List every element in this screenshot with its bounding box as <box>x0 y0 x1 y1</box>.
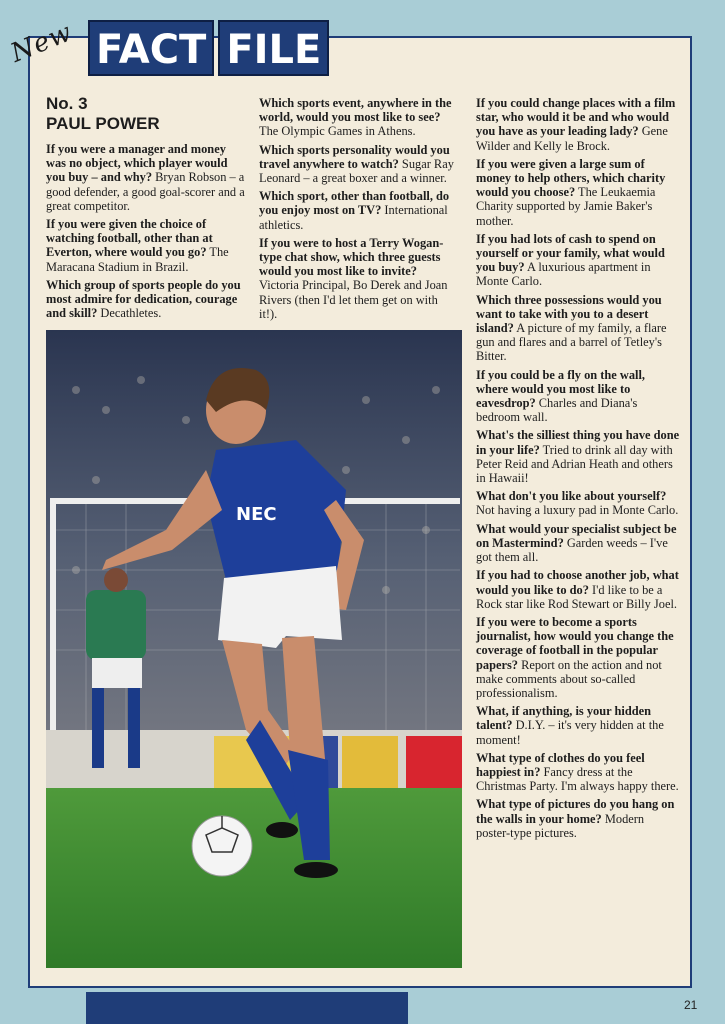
question: If you could be a fly on the wall, where would you most like to eavesdrop? <box>476 367 646 411</box>
answer: I'd like to be a Rock star like Rod Stewart or Billy Joel. <box>476 582 677 611</box>
qa-item <box>259 96 459 139</box>
question: If you were given a large sum of money to help others, which charity would you choose? <box>476 156 666 200</box>
answer: Not having a luxury pad in Monte Carlo. <box>476 503 679 518</box>
qa-item <box>476 232 680 289</box>
qa-item <box>476 751 680 794</box>
question: Which sports personality would you travel anywhere to watch? <box>259 142 450 171</box>
answer: Tried to drink all day with Peter Reid and Adrian Heath and others in Hawaii! <box>476 442 673 486</box>
column-3 <box>476 96 680 844</box>
qa-item <box>259 143 459 186</box>
page-number: 21 <box>684 998 698 1012</box>
answer: Bryan Robson – a good defender, a good goal-scorer and a great competitor. <box>46 170 245 213</box>
qa-item <box>476 704 680 747</box>
player-photo-illustration <box>46 330 462 968</box>
question: If you were given the choice of watching football, other than at Everton, where would you go? <box>46 217 213 260</box>
question: Which sport, other than football, do you enjoy most on TV? <box>259 189 450 218</box>
answer: Modern poster-type pictures. <box>476 811 645 840</box>
fact-file-title <box>88 20 329 76</box>
answer: A picture of my family, a flare gun and flares and a barrel of Tetley's Bitter. <box>476 321 667 364</box>
question: If you had to choose another job, what would you like to do? <box>476 568 679 597</box>
question: If you were a manager and money was no object, which player would you buy – and why? <box>46 142 228 185</box>
qa-item <box>259 189 459 232</box>
answer: Decathletes. <box>97 306 162 321</box>
footer-bar <box>86 992 408 1024</box>
qa-item <box>476 96 680 153</box>
header <box>8 6 408 76</box>
answer: Report on the action and not make comments about so-called professionalism. <box>476 657 662 700</box>
qa-item <box>46 278 246 321</box>
question: If you were to become a sports journalist, how would you change the coverage of football in the popular papers? <box>476 614 674 672</box>
answer: International athletics. <box>259 203 448 232</box>
title-word-fact: FACT <box>88 20 214 76</box>
shirt-sponsor-text: NEC <box>236 504 277 525</box>
answer: The Maracana Stadium in Brazil. <box>46 245 229 274</box>
profile-name: PAUL POWER <box>46 114 160 133</box>
qa-item <box>476 157 680 228</box>
profile-number: No. 3 <box>46 94 88 113</box>
qa-item <box>476 522 680 565</box>
answer: Victoria Principal, Bo Derek and Joan Rivers (then I'd let them get on with it!). <box>259 278 448 321</box>
answer: A luxurious apartment in Monte Carlo. <box>476 260 651 289</box>
qa-item <box>476 797 680 840</box>
answer: Charles and Diana's bedroom wall. <box>476 396 638 425</box>
player-photo <box>46 330 462 968</box>
question: What type of pictures do you hang on the walls in your home? <box>476 797 675 826</box>
answer: The Leukaemia Charity supported by Jamie Baker's mother. <box>476 185 656 228</box>
column-1 <box>46 94 246 324</box>
question: Which three possessions would you want to take with you to a desert island? <box>476 292 662 336</box>
answer: D.I.Y. – it's very hidden at the moment! <box>476 718 664 747</box>
question: If you had lots of cash to spend on yourself or your family, what would you buy? <box>476 231 665 275</box>
answer: Garden weeds – I've got them all. <box>476 535 668 565</box>
question: If you were to host a Terry Wogan-type chat show, which three guests would you most like to invite? <box>259 235 444 279</box>
answer: Sugar Ray Leonard – a great boxer and a winner. <box>259 156 454 186</box>
new-label: New <box>6 17 77 69</box>
column-2 <box>259 96 459 325</box>
title-word-file: FILE <box>218 20 329 76</box>
answer: Fancy dress at the Christmas Party. I'm always happy there. <box>476 764 679 794</box>
question: What don't you like about yourself? <box>476 489 667 504</box>
question: What would your specialist subject be on Mastermind? <box>476 521 677 550</box>
qa-item <box>46 217 246 274</box>
question: Which sports event, anywhere in the world, would you most like to see? <box>259 96 452 125</box>
qa-item <box>259 236 459 321</box>
qa-item <box>476 489 680 517</box>
answer: The Olympic Games in Athens. <box>259 124 416 139</box>
question: If you could change places with a film star, who would it be and who would you have as your leading lady? <box>476 96 676 139</box>
football <box>192 816 252 876</box>
qa-item <box>476 428 680 485</box>
qa-item <box>476 568 680 611</box>
question: What's the silliest thing you have done in your life? <box>476 428 680 457</box>
question: What, if anything, is your hidden talent? <box>476 704 652 733</box>
qa-item <box>476 293 680 364</box>
qa-item <box>476 368 680 425</box>
qa-item <box>46 142 246 213</box>
question: Which group of sports people do you most admire for dedication, courage and skill? <box>46 277 241 321</box>
qa-item <box>476 615 680 700</box>
question: What type of clothes do you feel happiest in? <box>476 750 645 779</box>
answer: Gene Wilder and Kelly le Brock. <box>476 124 668 153</box>
